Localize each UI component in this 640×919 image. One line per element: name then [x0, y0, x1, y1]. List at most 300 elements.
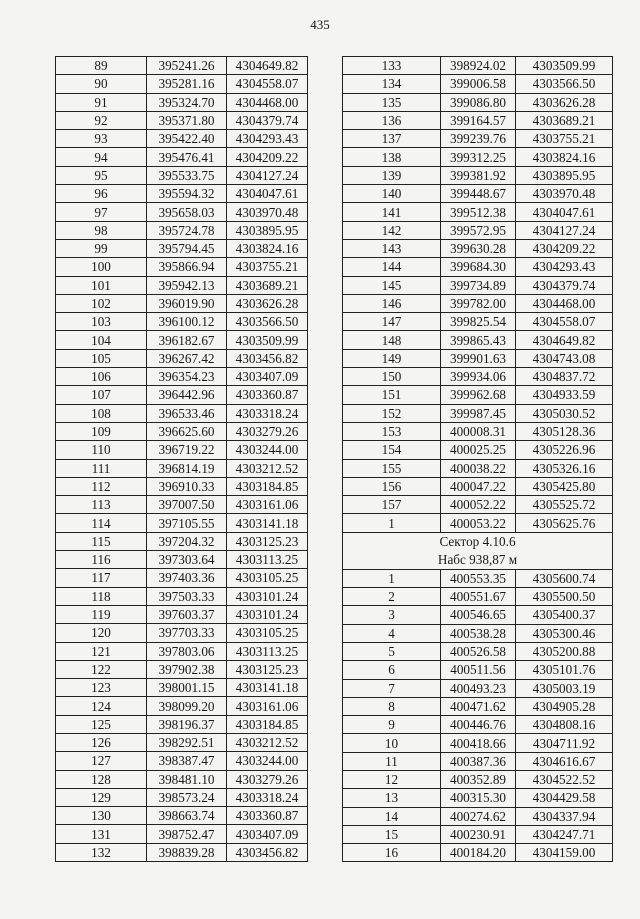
x-coordinate-cell: 396354.23 [147, 368, 227, 386]
y-coordinate-cell: 4304649.82 [516, 331, 613, 349]
point-number-cell: 142 [343, 221, 441, 239]
page-number: 435 [310, 17, 330, 32]
y-coordinate-cell: 4303125.23 [227, 532, 308, 550]
table-row [343, 825, 613, 843]
point-number-cell: 126 [56, 733, 147, 751]
y-coordinate-cell: 4303318.24 [227, 404, 308, 422]
table-row [56, 111, 308, 129]
point-number-cell: 138 [343, 148, 441, 166]
point-number-cell: 118 [56, 587, 147, 605]
table-row [56, 258, 308, 276]
x-coordinate-cell: 398481.10 [147, 770, 227, 788]
point-number-cell: 1 [343, 569, 441, 587]
x-coordinate-cell: 400493.23 [441, 679, 516, 697]
y-coordinate-cell: 4303279.26 [227, 770, 308, 788]
table-row [343, 349, 613, 367]
y-coordinate-cell: 4305101.76 [516, 661, 613, 679]
point-number-cell: 154 [343, 441, 441, 459]
point-number-cell: 102 [56, 294, 147, 312]
x-coordinate-cell: 400551.67 [441, 588, 516, 606]
x-coordinate-cell: 397204.32 [147, 532, 227, 550]
y-coordinate-cell: 4303141.18 [227, 679, 308, 697]
point-number-cell: 11 [343, 752, 441, 770]
x-coordinate-cell: 395866.94 [147, 258, 227, 276]
x-coordinate-cell: 398839.28 [147, 843, 227, 861]
table-row [56, 825, 308, 843]
point-number-cell: 2 [343, 588, 441, 606]
y-coordinate-cell: 4304558.07 [516, 313, 613, 331]
x-coordinate-cell: 395658.03 [147, 203, 227, 221]
y-coordinate-cell: 4305625.76 [516, 514, 613, 532]
x-coordinate-cell: 400053.22 [441, 514, 516, 532]
table-row [343, 642, 613, 660]
table-row [56, 642, 308, 660]
x-coordinate-cell: 396719.22 [147, 441, 227, 459]
point-number-cell: 91 [56, 93, 147, 111]
table-row [343, 477, 613, 495]
table-row [343, 57, 613, 75]
y-coordinate-cell: 4303184.85 [227, 477, 308, 495]
x-coordinate-cell: 400553.35 [441, 569, 516, 587]
table-row [56, 551, 308, 569]
x-coordinate-cell: 400538.28 [441, 624, 516, 642]
table-row [343, 697, 613, 715]
x-coordinate-cell: 400047.22 [441, 477, 516, 495]
table-row [56, 514, 308, 532]
y-coordinate-cell: 4303407.09 [227, 368, 308, 386]
x-coordinate-cell: 399312.25 [441, 148, 516, 166]
x-coordinate-cell: 398752.47 [147, 825, 227, 843]
y-coordinate-cell: 4303212.52 [227, 459, 308, 477]
point-number-cell: 122 [56, 660, 147, 678]
table-row [343, 422, 613, 440]
table-row [56, 331, 308, 349]
y-coordinate-cell: 4304127.24 [516, 221, 613, 239]
point-number-cell: 135 [343, 93, 441, 111]
point-number-cell: 121 [56, 642, 147, 660]
point-number-cell: 109 [56, 422, 147, 440]
x-coordinate-cell: 398663.74 [147, 807, 227, 825]
table-row [343, 404, 613, 422]
table-row [343, 368, 613, 386]
x-coordinate-cell: 397105.55 [147, 514, 227, 532]
point-number-cell: 151 [343, 386, 441, 404]
x-coordinate-cell: 397803.06 [147, 642, 227, 660]
x-coordinate-cell: 397303.64 [147, 551, 227, 569]
table-row [56, 404, 308, 422]
y-coordinate-cell: 4305400.37 [516, 606, 613, 624]
point-number-cell: 123 [56, 679, 147, 697]
table-row [56, 770, 308, 788]
y-coordinate-cell: 4303755.21 [516, 130, 613, 148]
point-number-cell: 7 [343, 679, 441, 697]
y-coordinate-cell: 4304558.07 [227, 75, 308, 93]
point-number-cell: 94 [56, 148, 147, 166]
y-coordinate-cell: 4304379.74 [227, 111, 308, 129]
table-row [56, 807, 308, 825]
point-number-cell: 13 [343, 789, 441, 807]
table-row [343, 496, 613, 514]
x-coordinate-cell: 399448.67 [441, 185, 516, 203]
y-coordinate-cell: 4304047.61 [516, 203, 613, 221]
table-row [56, 130, 308, 148]
point-number-cell: 134 [343, 75, 441, 93]
table-row [343, 93, 613, 111]
sector-header-row [343, 532, 613, 551]
x-coordinate-cell: 395324.70 [147, 93, 227, 111]
y-coordinate-cell: 4303895.95 [516, 166, 613, 184]
y-coordinate-cell: 4303101.24 [227, 605, 308, 623]
x-coordinate-cell: 395942.13 [147, 276, 227, 294]
y-coordinate-cell: 4303279.26 [227, 422, 308, 440]
table-row [56, 660, 308, 678]
table-row [343, 661, 613, 679]
table-row [343, 331, 613, 349]
table-row [56, 605, 308, 623]
y-coordinate-cell: 4304209.22 [227, 148, 308, 166]
x-coordinate-cell: 396182.67 [147, 331, 227, 349]
point-number-cell: 95 [56, 166, 147, 184]
table-row [56, 587, 308, 605]
x-coordinate-cell: 397603.37 [147, 605, 227, 623]
coordinates-table-left [55, 56, 308, 862]
table-row [343, 111, 613, 129]
y-coordinate-cell: 4304127.24 [227, 166, 308, 184]
table-row [56, 441, 308, 459]
point-number-cell: 1 [343, 514, 441, 532]
table-row [56, 624, 308, 642]
point-number-cell: 116 [56, 551, 147, 569]
y-coordinate-cell: 4305200.88 [516, 642, 613, 660]
x-coordinate-cell: 399825.54 [441, 313, 516, 331]
x-coordinate-cell: 397007.50 [147, 496, 227, 514]
x-coordinate-cell: 397902.38 [147, 660, 227, 678]
table-row [56, 185, 308, 203]
point-number-cell: 4 [343, 624, 441, 642]
x-coordinate-cell: 400025.25 [441, 441, 516, 459]
y-coordinate-cell: 4303407.09 [227, 825, 308, 843]
point-number-cell: 92 [56, 111, 147, 129]
point-number-cell: 108 [56, 404, 147, 422]
point-number-cell: 149 [343, 349, 441, 367]
y-coordinate-cell: 4303318.24 [227, 788, 308, 806]
x-coordinate-cell: 399572.95 [441, 221, 516, 239]
point-number-cell: 124 [56, 697, 147, 715]
point-number-cell: 132 [56, 843, 147, 861]
y-coordinate-cell: 4303212.52 [227, 733, 308, 751]
table-row [343, 459, 613, 477]
point-number-cell: 98 [56, 221, 147, 239]
point-number-cell: 3 [343, 606, 441, 624]
point-number-cell: 128 [56, 770, 147, 788]
x-coordinate-cell: 399381.92 [441, 166, 516, 184]
table-row [343, 679, 613, 697]
y-coordinate-cell: 4305300.46 [516, 624, 613, 642]
y-coordinate-cell: 4303755.21 [227, 258, 308, 276]
point-number-cell: 155 [343, 459, 441, 477]
x-coordinate-cell: 399086.80 [441, 93, 516, 111]
y-coordinate-cell: 4303141.18 [227, 514, 308, 532]
table-row [343, 203, 613, 221]
point-number-cell: 127 [56, 752, 147, 770]
y-coordinate-cell: 4303824.16 [227, 239, 308, 257]
y-coordinate-cell: 4304837.72 [516, 368, 613, 386]
y-coordinate-cell: 4304468.00 [227, 93, 308, 111]
y-coordinate-cell: 4303566.50 [516, 75, 613, 93]
x-coordinate-cell: 395724.78 [147, 221, 227, 239]
x-coordinate-cell: 395281.16 [147, 75, 227, 93]
point-number-cell: 156 [343, 477, 441, 495]
table-row [56, 148, 308, 166]
x-coordinate-cell: 400471.62 [441, 697, 516, 715]
y-coordinate-cell: 4303456.82 [227, 349, 308, 367]
x-coordinate-cell: 399006.58 [441, 75, 516, 93]
point-number-cell: 10 [343, 734, 441, 752]
y-coordinate-cell: 4304711.92 [516, 734, 613, 752]
y-coordinate-cell: 4305003.19 [516, 679, 613, 697]
x-coordinate-cell: 399962.68 [441, 386, 516, 404]
point-number-cell: 153 [343, 422, 441, 440]
y-coordinate-cell: 4304522.52 [516, 770, 613, 788]
point-number-cell: 110 [56, 441, 147, 459]
y-coordinate-cell: 4303626.28 [516, 93, 613, 111]
x-coordinate-cell: 395594.32 [147, 185, 227, 203]
y-coordinate-cell: 4304743.08 [516, 349, 613, 367]
y-coordinate-cell: 4305030.52 [516, 404, 613, 422]
x-coordinate-cell: 396442.96 [147, 386, 227, 404]
table-row [56, 843, 308, 861]
point-number-cell: 107 [56, 386, 147, 404]
x-coordinate-cell: 399684.30 [441, 258, 516, 276]
y-coordinate-cell: 4304209.22 [516, 239, 613, 257]
point-number-cell: 105 [56, 349, 147, 367]
y-coordinate-cell: 4303689.21 [516, 111, 613, 129]
point-number-cell: 137 [343, 130, 441, 148]
y-coordinate-cell: 4304905.28 [516, 697, 613, 715]
table-row [56, 422, 308, 440]
table-row [343, 514, 613, 532]
x-coordinate-cell: 395241.26 [147, 57, 227, 75]
y-coordinate-cell: 4305326.16 [516, 459, 613, 477]
y-coordinate-cell: 4304379.74 [516, 276, 613, 294]
y-coordinate-cell: 4303105.25 [227, 624, 308, 642]
y-coordinate-cell: 4304429.58 [516, 789, 613, 807]
table-row [343, 294, 613, 312]
y-coordinate-cell: 4304468.00 [516, 294, 613, 312]
table-row [56, 239, 308, 257]
y-coordinate-cell: 4303184.85 [227, 715, 308, 733]
y-coordinate-cell: 4304616.67 [516, 752, 613, 770]
x-coordinate-cell: 400387.36 [441, 752, 516, 770]
y-coordinate-cell: 4303689.21 [227, 276, 308, 294]
table-row [56, 532, 308, 550]
x-coordinate-cell: 400546.65 [441, 606, 516, 624]
x-coordinate-cell: 396625.60 [147, 422, 227, 440]
point-number-cell: 15 [343, 825, 441, 843]
table-row [343, 166, 613, 184]
point-number-cell: 119 [56, 605, 147, 623]
point-number-cell: 139 [343, 166, 441, 184]
point-number-cell: 148 [343, 331, 441, 349]
table-row [56, 788, 308, 806]
point-number-cell: 136 [343, 111, 441, 129]
table-row [56, 313, 308, 331]
table-row [343, 807, 613, 825]
y-coordinate-cell: 4305425.80 [516, 477, 613, 495]
y-coordinate-cell: 4304247.71 [516, 825, 613, 843]
x-coordinate-cell: 399734.89 [441, 276, 516, 294]
x-coordinate-cell: 400315.30 [441, 789, 516, 807]
x-coordinate-cell: 395794.45 [147, 239, 227, 257]
y-coordinate-cell: 4303360.87 [227, 807, 308, 825]
x-coordinate-cell: 398001.15 [147, 679, 227, 697]
table-row [56, 166, 308, 184]
x-coordinate-cell: 395371.80 [147, 111, 227, 129]
point-number-cell: 112 [56, 477, 147, 495]
point-number-cell: 16 [343, 844, 441, 862]
y-coordinate-cell: 4304293.43 [227, 130, 308, 148]
table-row [343, 185, 613, 203]
table-row [343, 386, 613, 404]
table-row [343, 734, 613, 752]
point-number-cell: 100 [56, 258, 147, 276]
table-row [56, 679, 308, 697]
x-coordinate-cell: 397503.33 [147, 587, 227, 605]
y-coordinate-cell: 4303360.87 [227, 386, 308, 404]
y-coordinate-cell: 4305226.96 [516, 441, 613, 459]
x-coordinate-cell: 400352.89 [441, 770, 516, 788]
y-coordinate-cell: 4303895.95 [227, 221, 308, 239]
point-number-cell: 129 [56, 788, 147, 806]
x-coordinate-cell: 399865.43 [441, 331, 516, 349]
point-number-cell: 125 [56, 715, 147, 733]
point-number-cell: 104 [56, 331, 147, 349]
table-row [343, 716, 613, 734]
y-coordinate-cell: 4305128.36 [516, 422, 613, 440]
point-number-cell: 8 [343, 697, 441, 715]
table-row [56, 349, 308, 367]
table-row [343, 569, 613, 587]
x-coordinate-cell: 400038.22 [441, 459, 516, 477]
point-number-cell: 101 [56, 276, 147, 294]
point-number-cell: 99 [56, 239, 147, 257]
point-number-cell: 152 [343, 404, 441, 422]
x-coordinate-cell: 396100.12 [147, 313, 227, 331]
x-coordinate-cell: 400446.76 [441, 716, 516, 734]
point-number-cell: 106 [56, 368, 147, 386]
y-coordinate-cell: 4305600.74 [516, 569, 613, 587]
point-number-cell: 146 [343, 294, 441, 312]
table-row [343, 606, 613, 624]
table-row [343, 313, 613, 331]
x-coordinate-cell: 398099.20 [147, 697, 227, 715]
point-number-cell: 150 [343, 368, 441, 386]
table-row [56, 75, 308, 93]
point-number-cell: 6 [343, 661, 441, 679]
y-coordinate-cell: 4305500.50 [516, 588, 613, 606]
point-number-cell: 89 [56, 57, 147, 75]
y-coordinate-cell: 4303509.99 [516, 57, 613, 75]
table-row [56, 459, 308, 477]
x-coordinate-cell: 400511.56 [441, 661, 516, 679]
table-row [343, 624, 613, 642]
x-coordinate-cell: 395476.41 [147, 148, 227, 166]
y-coordinate-cell: 4303105.25 [227, 569, 308, 587]
x-coordinate-cell: 399901.63 [441, 349, 516, 367]
point-number-cell: 157 [343, 496, 441, 514]
x-coordinate-cell: 396910.33 [147, 477, 227, 495]
x-coordinate-cell: 400052.22 [441, 496, 516, 514]
y-coordinate-cell: 4303125.23 [227, 660, 308, 678]
x-coordinate-cell: 399239.76 [441, 130, 516, 148]
x-coordinate-cell: 396019.90 [147, 294, 227, 312]
table-row [56, 294, 308, 312]
x-coordinate-cell: 395533.75 [147, 166, 227, 184]
y-coordinate-cell: 4303970.48 [516, 185, 613, 203]
point-number-cell: 103 [56, 313, 147, 331]
point-number-cell: 97 [56, 203, 147, 221]
table-row [343, 770, 613, 788]
point-number-cell: 120 [56, 624, 147, 642]
y-coordinate-cell: 4304649.82 [227, 57, 308, 75]
table-row [343, 239, 613, 257]
point-number-cell: 5 [343, 642, 441, 660]
y-coordinate-cell: 4303113.25 [227, 551, 308, 569]
x-coordinate-cell: 396814.19 [147, 459, 227, 477]
table-row [343, 441, 613, 459]
y-coordinate-cell: 4303456.82 [227, 843, 308, 861]
x-coordinate-cell: 399630.28 [441, 239, 516, 257]
point-number-cell: 14 [343, 807, 441, 825]
point-number-cell: 140 [343, 185, 441, 203]
y-coordinate-cell: 4303626.28 [227, 294, 308, 312]
table-row [56, 752, 308, 770]
x-coordinate-cell: 399934.06 [441, 368, 516, 386]
x-coordinate-cell: 400008.31 [441, 422, 516, 440]
point-number-cell: 133 [343, 57, 441, 75]
point-number-cell: 143 [343, 239, 441, 257]
sector-header-row [343, 551, 613, 570]
x-coordinate-cell: 400230.91 [441, 825, 516, 843]
y-coordinate-cell: 4305525.72 [516, 496, 613, 514]
table-row [343, 130, 613, 148]
point-number-cell: 145 [343, 276, 441, 294]
table-row [56, 733, 308, 751]
point-number-cell: 90 [56, 75, 147, 93]
y-coordinate-cell: 4304047.61 [227, 185, 308, 203]
point-number-cell: 111 [56, 459, 147, 477]
table-row [343, 844, 613, 862]
x-coordinate-cell: 398292.51 [147, 733, 227, 751]
table-row [56, 715, 308, 733]
x-coordinate-cell: 399164.57 [441, 111, 516, 129]
y-coordinate-cell: 4304293.43 [516, 258, 613, 276]
y-coordinate-cell: 4304808.16 [516, 716, 613, 734]
y-coordinate-cell: 4303161.06 [227, 496, 308, 514]
y-coordinate-cell: 4303244.00 [227, 441, 308, 459]
x-coordinate-cell: 396267.42 [147, 349, 227, 367]
point-number-cell: 117 [56, 569, 147, 587]
point-number-cell: 96 [56, 185, 147, 203]
table-row [56, 569, 308, 587]
x-coordinate-cell: 398196.37 [147, 715, 227, 733]
table-row [56, 477, 308, 495]
x-coordinate-cell: 398387.47 [147, 752, 227, 770]
point-number-cell: 9 [343, 716, 441, 734]
table-row [343, 789, 613, 807]
x-coordinate-cell: 400184.20 [441, 844, 516, 862]
y-coordinate-cell: 4304159.00 [516, 844, 613, 862]
